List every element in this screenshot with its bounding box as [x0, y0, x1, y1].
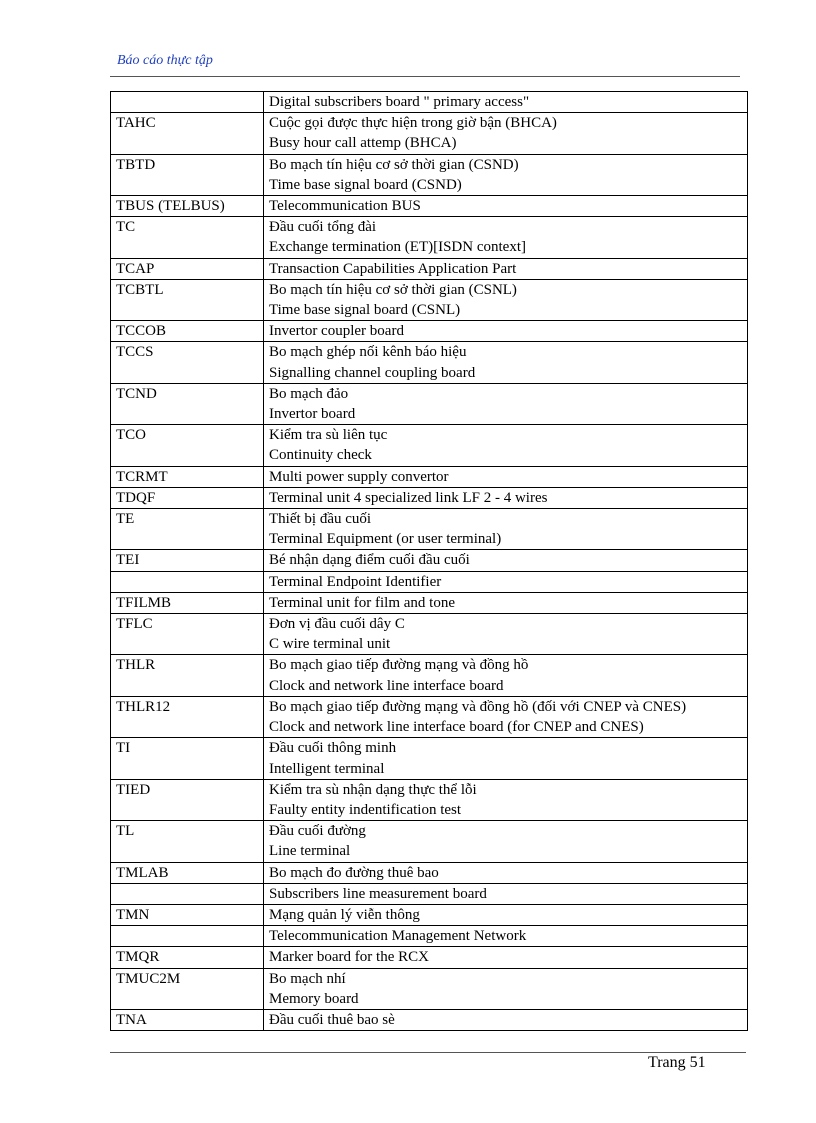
table-row	[111, 696, 748, 737]
term-cell	[111, 92, 264, 113]
term-cell: TMN	[111, 904, 264, 925]
definition-cell	[264, 342, 748, 383]
table-row	[111, 926, 748, 947]
term-cell: TCAP	[111, 258, 264, 279]
definition-line: Cuộc gọi được thực hiện trong giờ bận (BHCA)	[269, 115, 557, 132]
definition-line: Terminal Endpoint Identifier	[269, 573, 442, 590]
table-row	[111, 466, 748, 487]
definition-line: Bo mạch nhí	[269, 970, 346, 987]
table-row	[111, 655, 748, 696]
definition-cell	[264, 571, 748, 592]
definition-cell	[264, 592, 748, 613]
definition-cell	[264, 113, 748, 154]
term-cell: TE	[111, 509, 264, 550]
table-row	[111, 571, 748, 592]
definition-line: Invertor coupler board	[269, 323, 404, 340]
term-cell: THLR	[111, 655, 264, 696]
term-cell: TCO	[111, 425, 264, 466]
term-cell: THLR12	[111, 696, 264, 737]
table-row	[111, 279, 748, 320]
definition-cell	[264, 947, 748, 968]
table-row	[111, 154, 748, 195]
definition-line: Bo mạch giao tiếp đường mạng và đồng hồ (đối với CNEP và CNES)	[269, 698, 687, 715]
definition-line: Line terminal	[269, 843, 351, 860]
definition-line: Memory board	[269, 990, 359, 1007]
definition-line: Faulty entity indentification test	[269, 801, 462, 818]
table-row	[111, 947, 748, 968]
definition-line: Time base signal board (CSND)	[269, 176, 462, 193]
table-row	[111, 821, 748, 862]
table-row	[111, 1009, 748, 1030]
definition-cell	[264, 321, 748, 342]
table-row	[111, 321, 748, 342]
definition-cell	[264, 926, 748, 947]
definition-line: Bé nhận dạng điểm cuối đầu cuối	[269, 552, 470, 569]
definition-line: Đơn vị đầu cuối dây C	[269, 616, 405, 633]
definition-cell	[264, 258, 748, 279]
term-cell: TEI	[111, 550, 264, 571]
table-row	[111, 92, 748, 113]
term-cell: TCRMT	[111, 466, 264, 487]
definition-cell	[264, 425, 748, 466]
definition-cell	[264, 883, 748, 904]
definition-line: Marker board for the RCX	[269, 949, 429, 966]
definition-line: Kiểm tra sù liên tục	[269, 427, 388, 444]
definition-line: Bo mạch tín hiệu cơ sở thời gian (CSND)	[269, 156, 519, 173]
term-cell: TAHC	[111, 113, 264, 154]
table-row	[111, 258, 748, 279]
term-cell: TBUS (TELBUS)	[111, 196, 264, 217]
term-cell: TC	[111, 217, 264, 258]
definition-cell	[264, 550, 748, 571]
definition-cell	[264, 154, 748, 195]
table-row	[111, 614, 748, 655]
table-row	[111, 738, 748, 779]
glossary-body	[111, 92, 748, 1031]
definition-line: Đầu cuối thông minh	[269, 740, 397, 757]
definition-cell	[264, 487, 748, 508]
definition-line: Mạng quản lý viễn thông	[269, 906, 420, 923]
table-row	[111, 196, 748, 217]
definition-cell	[264, 383, 748, 424]
term-cell: TIED	[111, 779, 264, 820]
term-cell: TMLAB	[111, 862, 264, 883]
definition-cell	[264, 217, 748, 258]
term-cell: TMUC2M	[111, 968, 264, 1009]
term-cell: TDQF	[111, 487, 264, 508]
definition-line: Multi power supply convertor	[269, 468, 449, 485]
term-cell: TMQR	[111, 947, 264, 968]
definition-cell	[264, 279, 748, 320]
table-row	[111, 113, 748, 154]
definition-line: Time base signal board (CSNL)	[269, 302, 461, 319]
table-row	[111, 383, 748, 424]
definition-cell	[264, 904, 748, 925]
footer-rule	[110, 1052, 746, 1053]
table-row	[111, 550, 748, 571]
definition-line: Bo mạch ghép nối kênh báo hiệu	[269, 344, 467, 361]
definition-cell	[264, 968, 748, 1009]
term-cell: TFILMB	[111, 592, 264, 613]
table-row	[111, 487, 748, 508]
definition-cell	[264, 1009, 748, 1030]
table-row	[111, 862, 748, 883]
definition-line: Bo mạch giao tiếp đường mạng và đồng hồ	[269, 657, 529, 674]
definition-line: Invertor board	[269, 406, 356, 423]
table-row	[111, 342, 748, 383]
definition-cell	[264, 196, 748, 217]
definition-line: Signalling channel coupling board	[269, 364, 476, 381]
definition-line: Transaction Capabilities Application Part	[269, 260, 517, 277]
definition-cell	[264, 509, 748, 550]
term-cell: TCCS	[111, 342, 264, 383]
table-row	[111, 883, 748, 904]
definition-line: Terminal unit 4 specialized link LF 2 - 4 wires	[269, 489, 548, 506]
definition-cell	[264, 862, 748, 883]
term-cell: TNA	[111, 1009, 264, 1030]
term-cell: TCCOB	[111, 321, 264, 342]
term-cell	[111, 571, 264, 592]
term-cell	[111, 883, 264, 904]
definition-cell	[264, 738, 748, 779]
term-cell: TCND	[111, 383, 264, 424]
term-cell: TI	[111, 738, 264, 779]
definition-line: C wire terminal unit	[269, 636, 391, 653]
definition-line: Subscribers line measurement board	[269, 885, 487, 902]
definition-line: Digital subscribers board " primary access"	[269, 94, 530, 110]
table-row	[111, 217, 748, 258]
term-cell: TBTD	[111, 154, 264, 195]
definition-line: Đầu cuối thuê bao sè	[269, 1011, 395, 1028]
definition-cell	[264, 466, 748, 487]
definition-cell	[264, 779, 748, 820]
definition-cell	[264, 821, 748, 862]
definition-line: Bo mạch đảo	[269, 385, 349, 402]
term-cell	[111, 926, 264, 947]
table-row	[111, 779, 748, 820]
term-cell: TL	[111, 821, 264, 862]
definition-line: Thiết bị đầu cuối	[269, 511, 372, 528]
definition-cell	[264, 92, 748, 113]
definition-line: Intelligent terminal	[269, 760, 385, 777]
header-title: Báo cáo thực tập	[117, 53, 213, 68]
definition-cell	[264, 614, 748, 655]
definition-cell	[264, 696, 748, 737]
definition-line: Busy hour call attemp (BHCA)	[269, 135, 457, 152]
table-row	[111, 592, 748, 613]
definition-line: Telecommunication BUS	[269, 198, 421, 215]
definition-line: Terminal Equipment (or user terminal)	[269, 531, 502, 548]
definition-cell	[264, 655, 748, 696]
definition-line: Đầu cuối đường	[269, 823, 366, 840]
table-row	[111, 904, 748, 925]
table-row	[111, 968, 748, 1009]
table-row	[111, 509, 748, 550]
page-number: Trang 51	[648, 1054, 706, 1071]
glossary-table	[110, 91, 748, 1031]
term-cell: TCBTL	[111, 279, 264, 320]
definition-line: Bo mạch đo đường thuê bao	[269, 864, 439, 881]
table-row	[111, 425, 748, 466]
term-cell: TFLC	[111, 614, 264, 655]
definition-line: Bo mạch tín hiệu cơ sở thời gian (CSNL)	[269, 281, 517, 298]
definition-line: Continuity check	[269, 447, 372, 464]
definition-line: Kiểm tra sù nhận dạng thực thể lỗi	[269, 781, 477, 798]
definition-line: Clock and network line interface board	[269, 677, 504, 694]
definition-line: Exchange termination (ET)[ISDN context]	[269, 239, 526, 256]
definition-line: Đầu cuối tổng đài	[269, 219, 377, 236]
definition-line: Terminal unit for film and tone	[269, 594, 455, 611]
definition-line: Clock and network line interface board (for CNEP and CNES)	[269, 719, 644, 736]
definition-line: Telecommunication Management Network	[269, 928, 527, 945]
header-rule	[110, 76, 740, 77]
